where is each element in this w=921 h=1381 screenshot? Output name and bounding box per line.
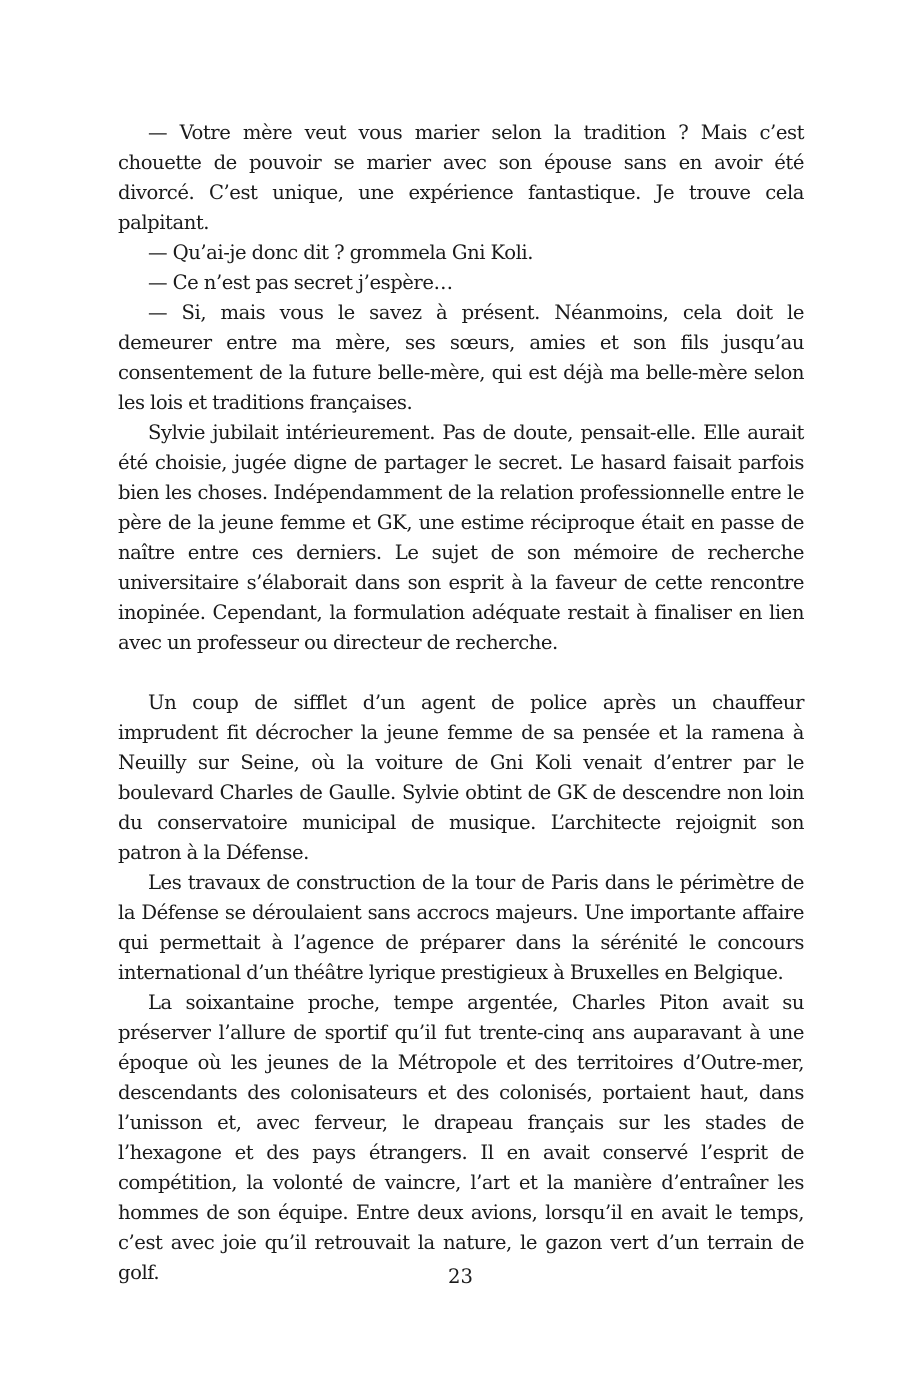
- page-number: 23: [448, 1265, 473, 1288]
- paragraph-dialogue-3: — Ce n’est pas secret j’espère…: [148, 271, 453, 294]
- page-body: [118, 118, 804, 1288]
- paragraph-dialogue-4: — Si, mais vous le savez à présent. Néanmoins, cela doit le demeurer entre ma mère, ses sœurs, amies et son fils jusqu’au consentement de la future belle-mère, qui est déjà ma belle-mère selon les lois et traditions françaises.: [118, 301, 804, 414]
- paragraph-coup-de-sifflet: Un coup de sifflet d’un agent de police après un chauffeur imprudent fit décrocher la jeune femme de sa pensée et la ramena à Neuilly sur Seine, où la voiture de Gni Koli venait d’entrer par le boulevard Charles de Gaulle. Sylvie obtint de GK de descendre non loin du conservatoire municipal de musique. L’architecte rejoignit son patron à la Défense.: [118, 691, 804, 864]
- paragraph-dialogue-2: — Qu’ai-je donc dit ? grommela Gni Koli.: [148, 241, 533, 264]
- paragraph-sylvie: Sylvie jubilait intérieurement. Pas de doute, pensait-elle. Elle aurait été choisie, jugée digne de partager le secret. Le hasard faisait parfois bien les choses. Indépendamment de la relation professionnelle entre le père de la jeune femme et GK, une estime réciproque était en passe de naître entre ces derniers. Le sujet de son mémoire de recherche universitaire s’élaborait dans son esprit à la faveur de cette rencontre inopinée. Cependant, la formulation adéquate restait à finaliser en lien avec un professeur ou directeur de recherche.: [118, 421, 804, 654]
- paragraph-travaux: Les travaux de construction de la tour de Paris dans le périmètre de la Défense se déroulaient sans accrocs majeurs. Une importante affaire qui permettait à l’agence de préparer dans la sérénité le concours international d’un théâtre lyrique prestigieux à Bruxelles en Belgique.: [118, 871, 804, 984]
- paragraph-charles-piton: La soixantaine proche, tempe argentée, Charles Piton avait su préserver l’allure de sportif qu’il fut trente-cinq ans auparavant à une époque où les jeunes de la Métropole et des territoires d’Outre-mer, descendants des colonisateurs et des colonisés, portaient haut, dans l’unisson et, avec ferveur, le drapeau français sur les stades de l’hexagone et des pays étrangers. Il en avait conservé l’esprit de compétition, la volonté de vaincre, l’art et la manière d’entraîner les hommes de son équipe. Entre deux avions, lorsqu’il en avait le temps, c’est avec joie qu’il retrouvait la nature, le gazon vert d’un terrain de golf.: [118, 991, 804, 1284]
- paragraph-dialogue-1: — Votre mère veut vous marier selon la tradition ? Mais c’est chouette de pouvoir se marier avec son épouse sans en avoir été divorcé. C’est unique, une expérience fantastique. Je trouve cela palpitant.: [118, 121, 804, 234]
